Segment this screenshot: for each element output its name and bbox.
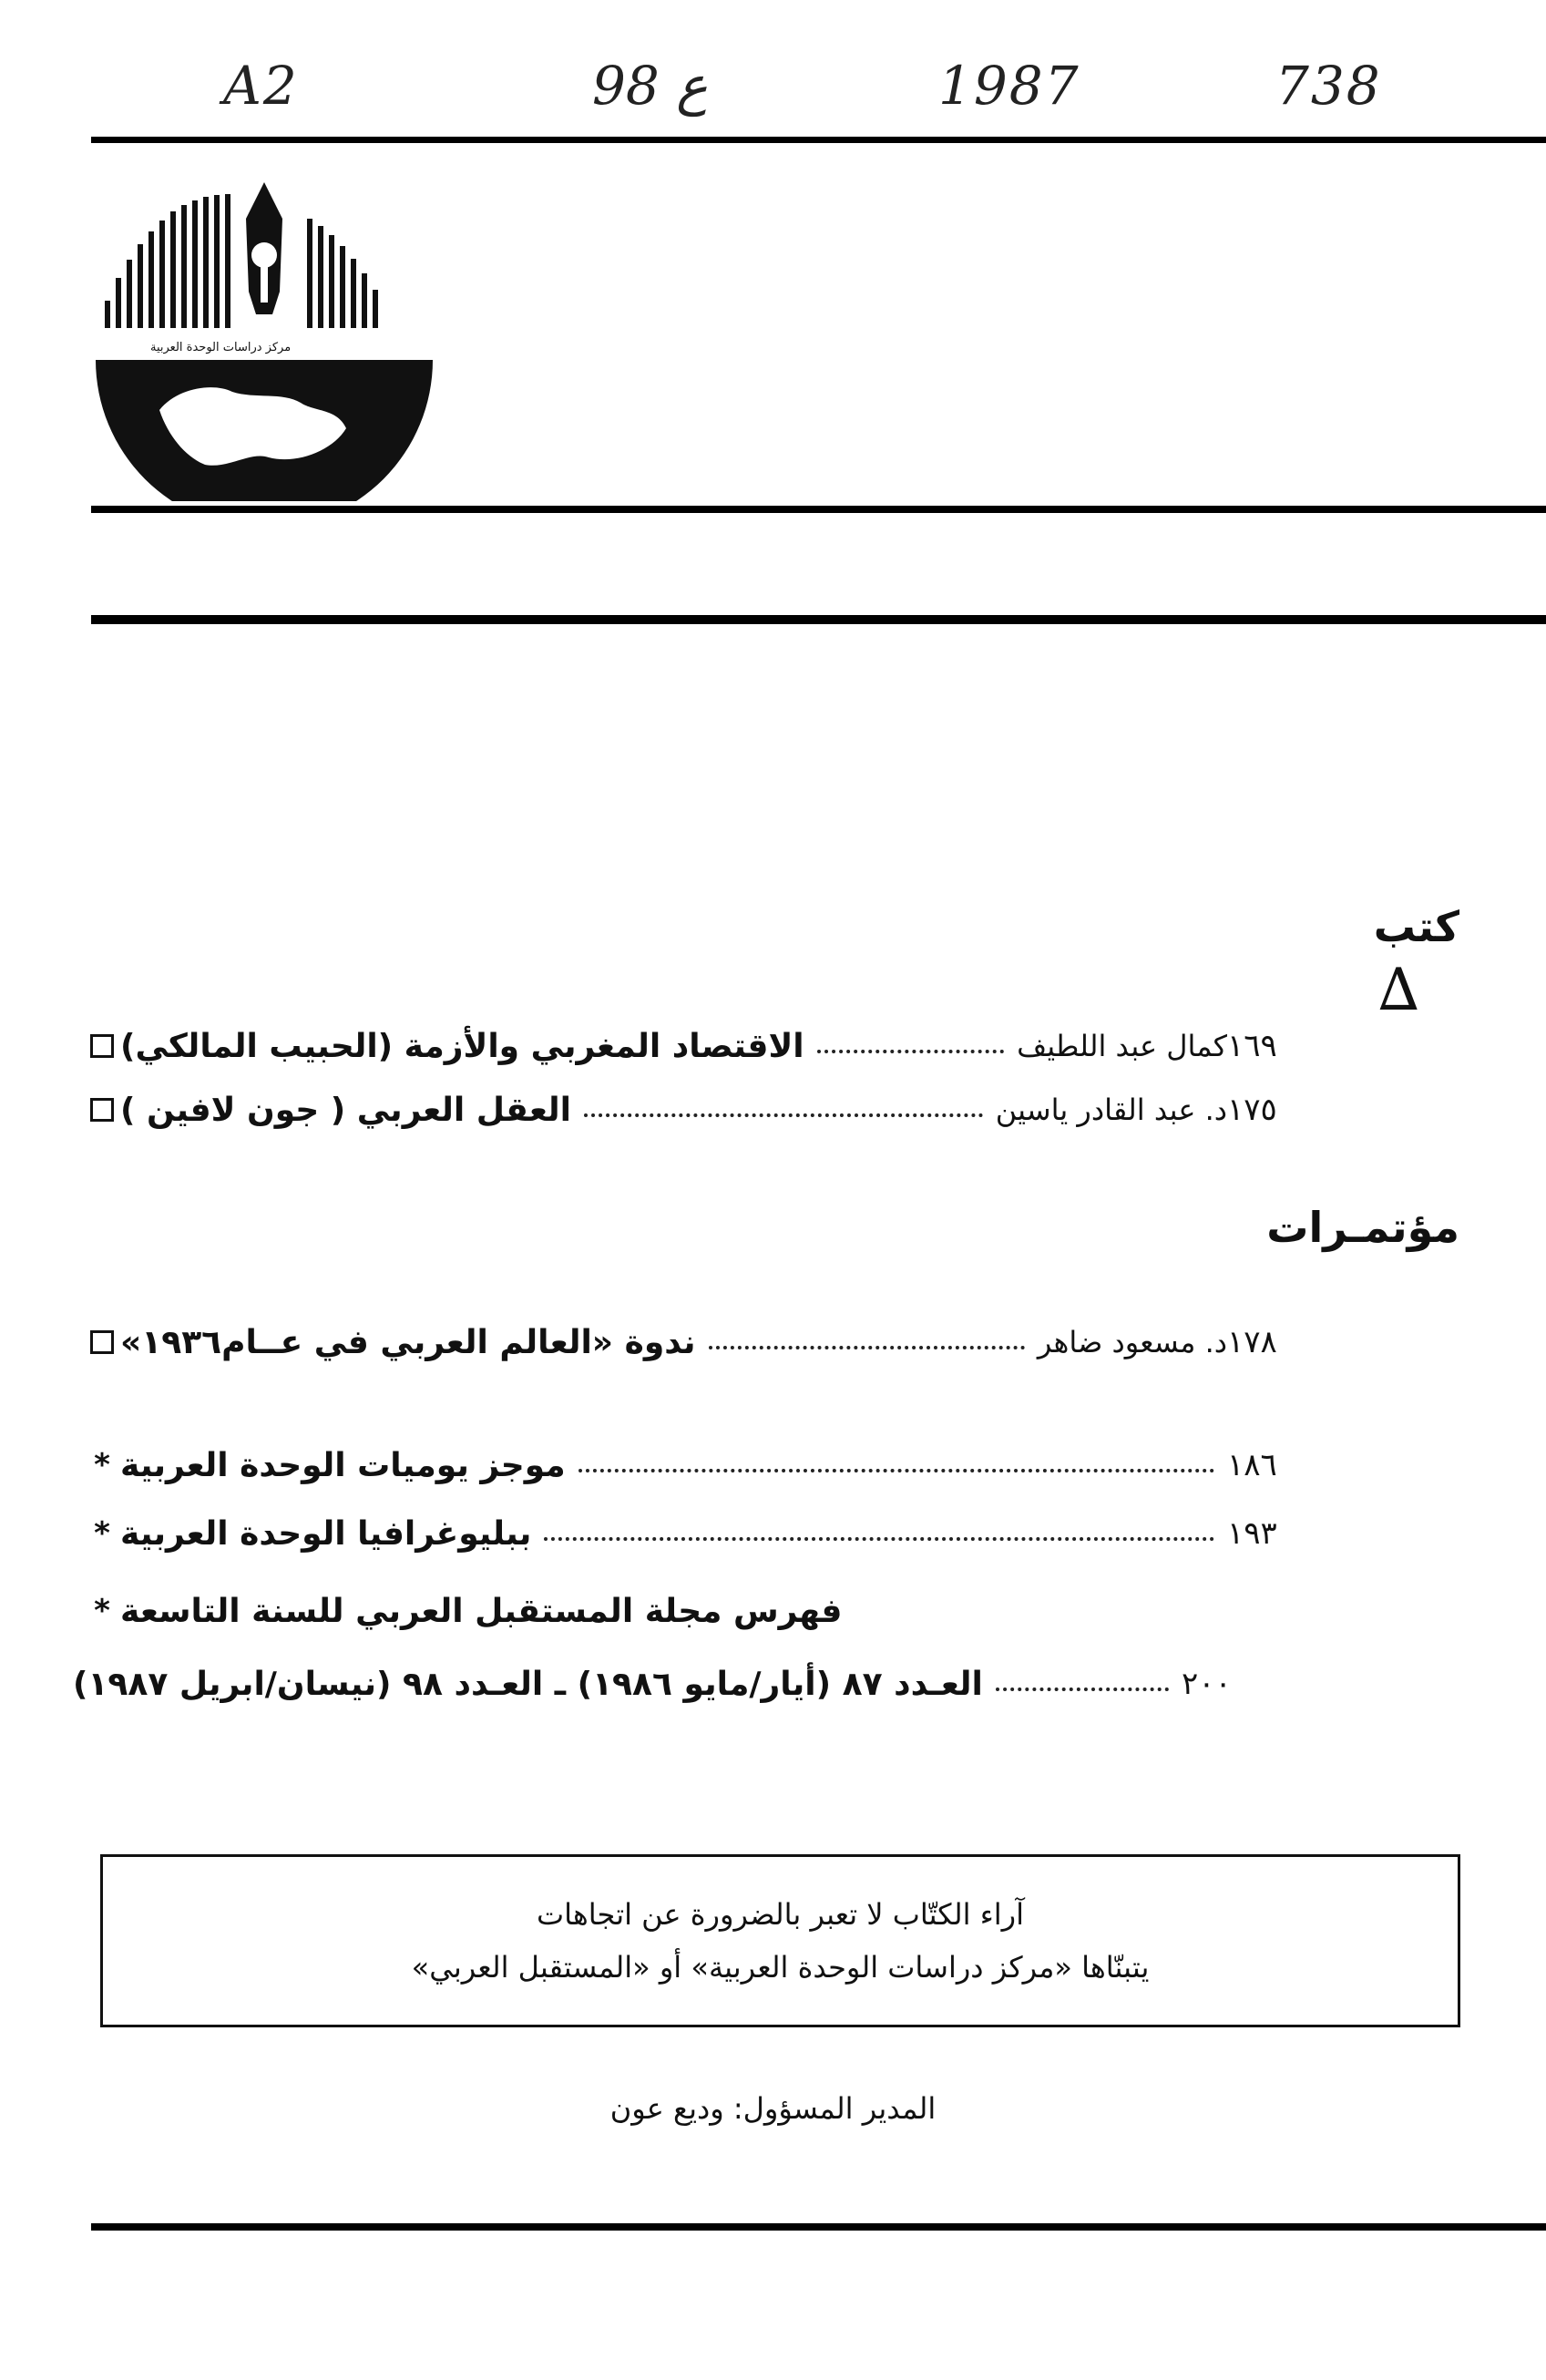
bottom-rule — [91, 2223, 1546, 2231]
logo-bottom-rule — [91, 506, 1546, 513]
leader-dots — [996, 1669, 1169, 1691]
leader-dots — [817, 1031, 1004, 1053]
disclaimer-line-2: يتبنّاها «مركز دراسات الوحدة العربية» أو «المستقبل العربي» — [411, 1950, 1150, 1985]
asterisk-icon: * — [94, 1593, 110, 1629]
leader-dots — [584, 1095, 983, 1117]
checkbox-icon — [84, 1330, 120, 1354]
asterisk-icon: * — [94, 1447, 110, 1483]
toc-entry[interactable] — [73, 1440, 1364, 1491]
toc-entry[interactable] — [73, 1508, 1364, 1559]
entry-title: فهرس مجلة المستقبل العربي للسنة التاسعة — [120, 1592, 843, 1630]
content-top-rule — [91, 615, 1546, 624]
logo-label: مركز دراسات الوحدة العربية — [150, 341, 292, 354]
handwritten-issue: 98 ع — [592, 55, 708, 117]
entry-title: موجز يوميات الوحدة العربية — [120, 1446, 566, 1484]
checkbox-icon — [84, 1098, 120, 1122]
disclaimer-line-1: آراء الكتّاب لا تعبر بالضرورة عن اتجاهات — [537, 1897, 1024, 1932]
asterisk-icon: * — [94, 1515, 110, 1552]
toc-entry[interactable] — [73, 1317, 1364, 1368]
entry-title: الاقتصاد المغربي والأزمة (الحبيب المالكي) — [120, 1027, 804, 1065]
entry-author: د. عبد القادر ياسين — [995, 1093, 1227, 1127]
handwritten-year: 1987 — [938, 55, 1080, 117]
handwritten-number: 738 — [1275, 55, 1382, 117]
checkbox-icon — [84, 1034, 120, 1058]
leader-dots — [578, 1451, 1214, 1472]
toc-entry[interactable] — [73, 1585, 1364, 1636]
toc-entry[interactable] — [73, 1021, 1364, 1072]
section-conferences-heading: مؤتمـرات — [1266, 1203, 1459, 1252]
entry-page: ١٧٨ — [1227, 1324, 1277, 1360]
entry-page: ١٩٣ — [1227, 1515, 1277, 1552]
entry-author: د. مسعود ضاهر — [1037, 1325, 1227, 1359]
leader-dots — [544, 1519, 1214, 1541]
entry-page: ١٦٩ — [1227, 1028, 1277, 1064]
entry-page: ٢٠٠ — [1182, 1666, 1232, 1702]
leader-dots — [709, 1328, 1025, 1349]
entry-title: ببليوغرافيا الوحدة العربية — [120, 1514, 532, 1553]
entry-title: ندوة «العالم العربي في عــام١٩٣٦» — [120, 1323, 696, 1361]
handwritten-code: A2 — [223, 55, 299, 117]
disclaimer-box — [100, 1854, 1460, 2027]
section-books-heading: كتب — [1373, 902, 1459, 951]
index-range: العـدد ٨٧ (أيار/مايو ١٩٨٦) ـ العـدد ٩٨ (نيسان/ابريل ١٩٨٧) — [73, 1665, 983, 1703]
entry-page: ١٧٥ — [1227, 1092, 1277, 1128]
handwritten-mark: ∆ — [1378, 957, 1419, 1024]
logo-graphic — [96, 164, 433, 501]
toc-entry-index[interactable] — [73, 1658, 1318, 1709]
director-credit: المدير المسؤول: وديع عون — [609, 2091, 937, 2126]
top-rule — [91, 137, 1546, 143]
toc-entry[interactable] — [73, 1084, 1364, 1135]
entry-title: العقل العربي ( جون لافين ) — [120, 1091, 572, 1129]
center-logo — [96, 164, 433, 501]
entry-author: كمال عبد اللطيف — [1017, 1029, 1227, 1063]
entry-page: ١٨٦ — [1227, 1447, 1277, 1483]
